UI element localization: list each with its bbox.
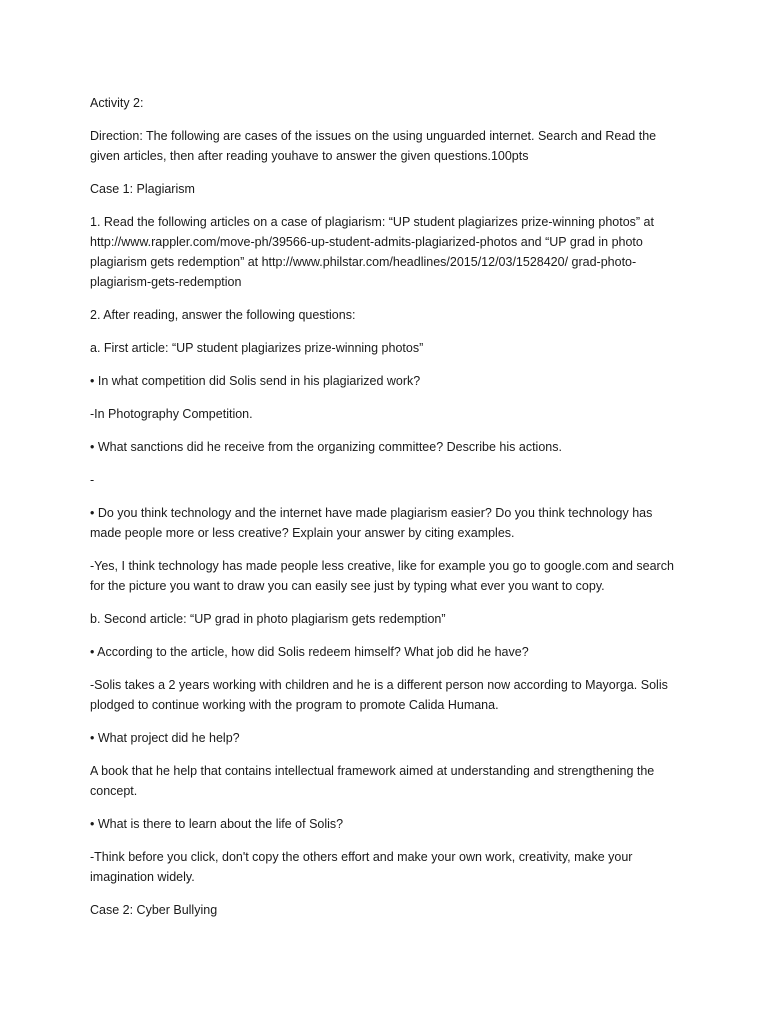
article-a-heading: a. First article: “UP student plagiarizes prize-winning photos” (90, 341, 424, 355)
question-4: • According to the article, how did Solis redeem himself? What job did he have? (90, 645, 529, 659)
case-1-heading: Case 1: Plagiarism (90, 182, 195, 196)
answer-2: - (90, 473, 95, 487)
article-b-heading: b. Second article: “UP grad in photo plagiarism gets redemption” (90, 612, 446, 626)
answer-4: -Solis takes a 2 years working with children and he is a different person now according to Mayorga. Solis plodged to continue working with the program to promote Calida Humana. (90, 678, 668, 712)
activity-title: Activity 2: (90, 96, 144, 110)
question-2: • What sanctions did he receive from the organizing committee? Describe his actions. (90, 440, 562, 454)
direction-text: Direction: The following are cases of the issues on the using unguarded internet. Search and Read the given articles, then after reading youhave to answer the given questions.100pts (90, 129, 657, 163)
answer-1: -In Photography Competition. (90, 407, 253, 421)
question-1: • In what competition did Solis send in his plagiarized work? (90, 374, 421, 388)
case-2-heading: Case 2: Cyber Bullying (90, 903, 218, 917)
answer-5: A book that he help that contains intellectual framework aimed at understanding and strengthening the concept. (90, 764, 655, 798)
instruction-item-1: 1. Read the following articles on a case of plagiarism: “UP student plagiarizes prize-winning photos” at http://www.rappler.com/move-ph/39566-up-student-admits-plagiarized-photos and “UP grad in photo plagiarism gets redemption” at http://www.philstar.com/headlines/2015/12/03/1528420/ grad-photo-plagiarism-gets-redemption (90, 215, 654, 289)
answer-3: -Yes, I think technology has made people less creative, like for example you go to google.com and search for the picture you want to draw you can easily see just by typing what ever you want to copy. (90, 559, 674, 593)
instruction-item-2: 2. After reading, answer the following questions: (90, 308, 356, 322)
question-6: • What is there to learn about the life of Solis? (90, 817, 344, 831)
answer-6: -Think before you click, don't copy the others effort and make your own work, creativity, make your imagination widely. (90, 850, 633, 884)
document-page (90, 93, 680, 933)
question-3: • Do you think technology and the internet have made plagiarism easier? Do you think technology has made people more or less creative? Explain your answer by citing examples. (90, 506, 653, 540)
question-5: • What project did he help? (90, 731, 240, 745)
